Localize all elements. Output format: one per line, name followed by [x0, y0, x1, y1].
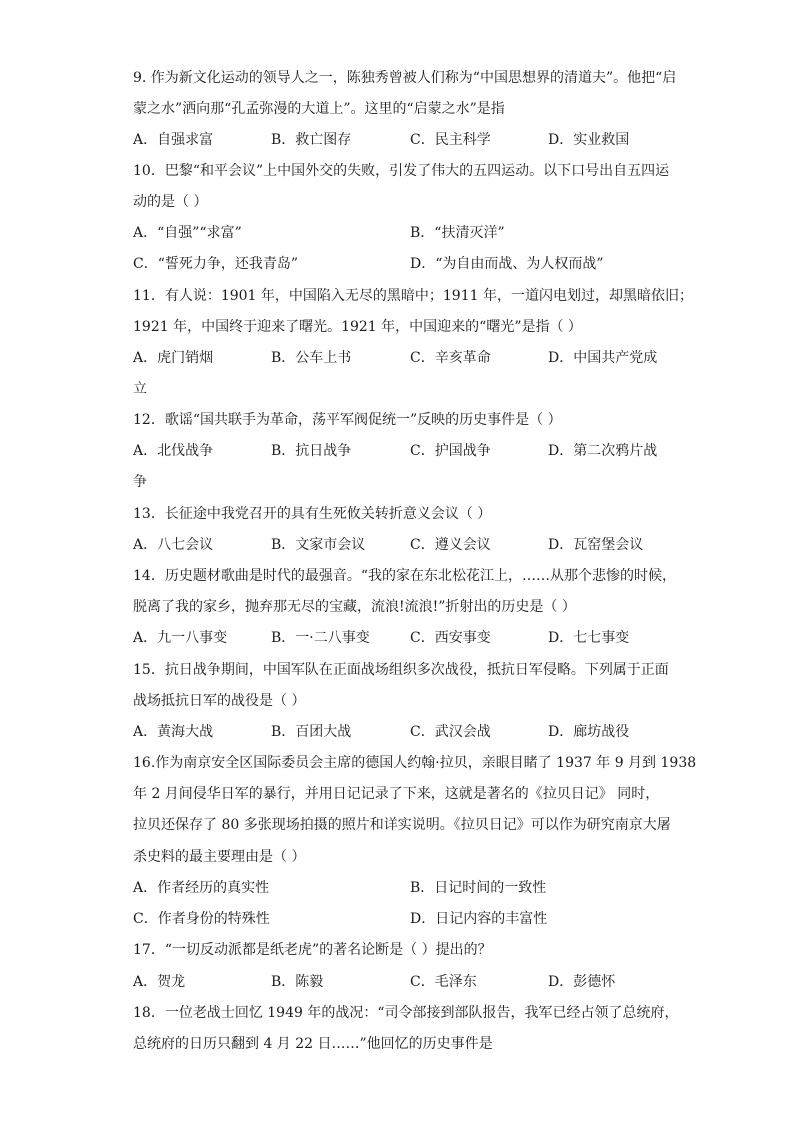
question-14-stem-line-2: 脱离了我的家乡，抛弃那无尽的宝藏，流浪!流浪!”折射出的历史是（ ）	[133, 599, 576, 615]
question-11-stem-line-2: 1921 年，中国终于迎来了曙光。1921 年，中国迎来的“曙光”是指（ ）	[133, 319, 582, 335]
question-9-stem-line-2: 蒙之水”洒向那“孔孟弥漫的大道上”。这里的“启蒙之水”是指	[133, 101, 505, 117]
question-16-stem-line-4: 杀史料的最主要理由是（ ）	[133, 849, 306, 865]
question-15-stem-line-1: 15．抗日战争期间，中国军队在正面战场组织多次战役，抵抗日军侵略。下列属于正面	[133, 662, 669, 678]
question-13-option-b: B．文家市会议	[271, 537, 366, 553]
question-15-option-c: C．武汉会战	[410, 724, 491, 740]
question-11-option-d-wrap: 立	[133, 381, 147, 397]
question-15-option-d: D．廊坊战役	[548, 724, 630, 740]
question-9-stem-line-1: 9. 作为新文化运动的领导人之一，陈独秀曾被人们称为“中国思想界的清道夫”。他把“启	[133, 70, 677, 86]
question-9-option-c: C．民主科学	[410, 132, 491, 148]
question-10-stem-line-1: 10．巴黎“和平会议”上中国外交的失败，引发了伟大的五四运动。以下口号出自五四运	[133, 163, 670, 179]
question-14-option-a: A．九一八事变	[133, 630, 228, 646]
question-10-option-b: B．“扶清灭洋”	[410, 225, 505, 241]
question-18-stem-line-1: 18．一位老战士回忆 1949 年的战况：“司令部接到部队报告，我军已经占领了总统府，	[133, 1005, 679, 1021]
question-18-stem-line-2: 总统府的日历只翻到 4 月 22 日……”他回忆的历史事件是	[133, 1036, 493, 1052]
question-11-option-d: D．中国共产党成	[548, 350, 658, 366]
question-12-option-b: B．抗日战争	[271, 443, 352, 459]
question-10-option-c: C．“誓死力争，还我青岛”	[133, 256, 299, 272]
question-17-stem-line-1: 17．“一切反动派都是纸老虎”的著名论断是（ ）提出的？	[133, 942, 492, 958]
question-11-option-b: B．公车上书	[271, 350, 352, 366]
question-12-option-d: D．第二次鸦片战	[548, 443, 658, 459]
question-10-stem-line-2: 动的是（ ）	[133, 194, 208, 210]
question-13-option-d: D．瓦窑堡会议	[548, 537, 644, 553]
question-16-option-a: A．作者经历的真实性	[133, 880, 270, 896]
question-17-option-c: C．毛泽东	[410, 974, 477, 990]
question-16-stem-line-3: 拉贝还保存了 80 多张现场拍摄的照片和详实说明。《拉贝日记》可以作为研究南京大屠	[133, 817, 671, 833]
question-14-stem-line-1: 14．历史题材歌曲是时代的最强音。“我的家在东北松花江上，……从那个悲惨的时候，	[133, 568, 676, 584]
question-16-option-d: D．日记内容的丰富性	[410, 911, 548, 927]
question-10-option-a: A．“自强”“求富”	[133, 225, 242, 241]
question-13-option-c: C．遵义会议	[410, 537, 491, 553]
question-13-option-a: A．八七会议	[133, 537, 214, 553]
question-14-option-b: B．一·二八事变	[271, 630, 370, 646]
question-13-stem-line-1: 13．长征途中我党召开的具有生死攸关转折意义会议（ ）	[133, 506, 492, 522]
question-12-option-a: A．北伐战争	[133, 443, 214, 459]
question-15-option-b: B．百团大战	[271, 724, 352, 740]
question-15-option-a: A．黄海大战	[133, 724, 214, 740]
question-16-option-c: C．作者身份的特殊性	[133, 911, 270, 927]
question-16-option-b: B．日记时间的一致性	[410, 880, 547, 896]
question-9-option-a: A．自强求富	[133, 132, 214, 148]
question-14-option-c: C．西安事变	[410, 630, 491, 646]
question-17-option-a: A．贺龙	[133, 974, 186, 990]
question-15-stem-line-2: 战场抵抗日军的战役是（ ）	[133, 693, 306, 709]
question-9-option-d: D．实业救国	[548, 132, 630, 148]
question-11-option-c: C．辛亥革命	[410, 350, 491, 366]
question-11-option-a: A．虎门销烟	[133, 350, 214, 366]
question-14-option-d: D．七七事变	[548, 630, 630, 646]
question-9-option-b: B．救亡图存	[271, 132, 352, 148]
question-16-stem-line-2: 年 2 月间侵华日军的暴行，并用日记记录了下来，这就是著名的《拉贝日记》 同时，	[133, 786, 660, 802]
question-16-stem-line-1: 16.作为南京安全区国际委员会主席的德国人约翰·拉贝，亲眼目睹了 1937 年 9 月到 1938	[133, 755, 697, 771]
question-17-option-d: D．彭德怀	[548, 974, 616, 990]
question-17-option-b: B．陈毅	[271, 974, 324, 990]
question-10-option-d: D．“为自由而战、为人权而战”	[410, 256, 604, 272]
question-12-option-d-wrap: 争	[133, 474, 147, 490]
question-12-stem-line-1: 12．歌谣“国共联手为革命，荡平军阀促统一”反映的历史事件是（ ）	[133, 412, 562, 428]
question-11-stem-line-1: 11．有人说：1901 年，中国陷入无尽的黑暗中；1911 年，一道闪电划过，却黑暗依旧；	[133, 288, 693, 304]
question-12-option-c: C．护国战争	[410, 443, 491, 459]
